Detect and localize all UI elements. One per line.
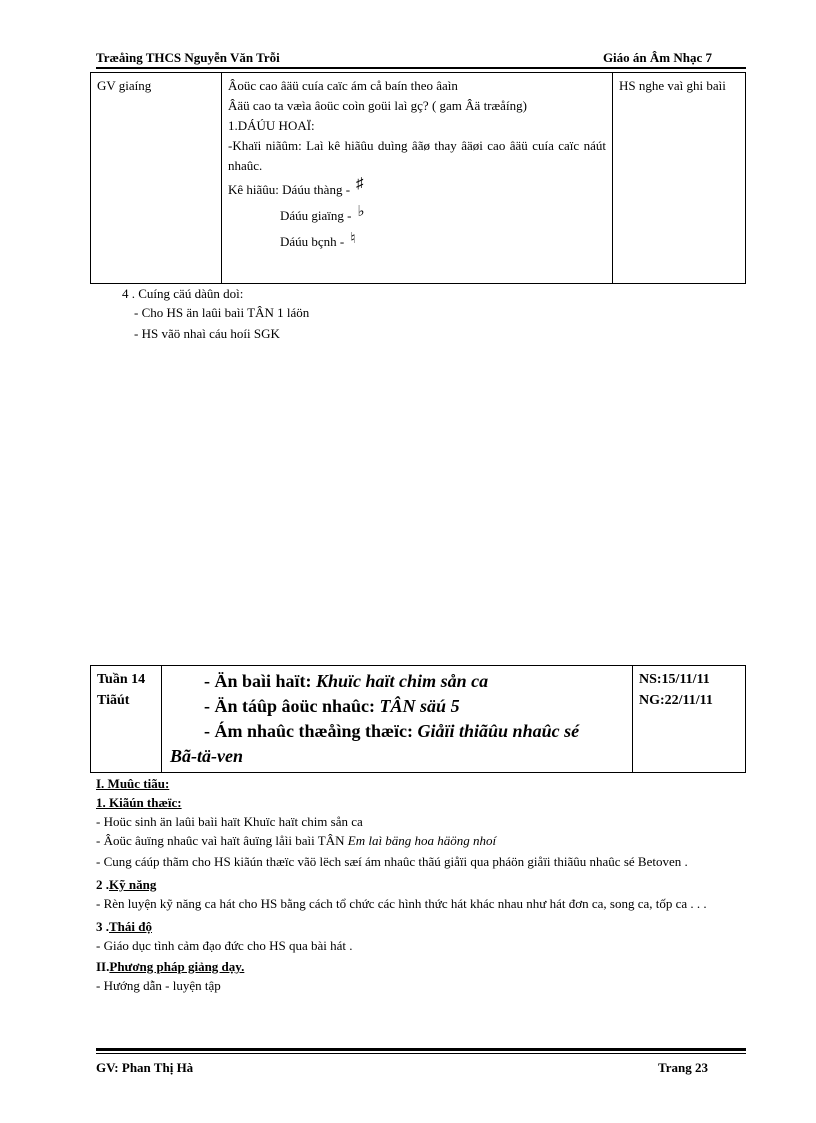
content-line: 1.DÁÚU HOAÏ: (228, 118, 315, 133)
footer-rule-thin (96, 1053, 746, 1054)
header-rule (96, 67, 746, 69)
consolidation-item: - Cho HS än laûi baìi TÂN 1 láön (134, 305, 310, 320)
knowledge-item: - Âoüc âuïng nhaûc vaì haït âuïng låìi baìi TÂN Em laì bäng hoa häöng nhoí (96, 833, 497, 848)
lesson-line-appreciation: - Ám nhaûc thæåìng thæïc: Giåïi thiãûu nhaûc sé (204, 721, 580, 741)
footer-page-number: Trang 23 (658, 1060, 708, 1075)
footer-rule-thick (96, 1048, 746, 1051)
skills-item: - Rèn luyện kỹ năng ca hát cho HS bằng cách tổ chức các hình thức hát khác nhau như hát đơn ca, song ca, tốp ca . . . (96, 896, 707, 911)
header-subject: Giáo án Âm Nhạc 7 (602, 50, 712, 65)
consolidation-item: - HS vãö nhaì cáu hoíi SGK (134, 326, 280, 341)
lesson-info-table (90, 665, 746, 773)
natural-icon: ♮ (350, 231, 356, 247)
section-methods: II.Phương pháp giảng dạy. (96, 959, 245, 974)
knowledge-item: - Cung cáúp thãm cho HS kiãún thæïc vãö lëch sæí ám nhaûc thãú giåïi qua pháön giåïi thiãûu nhaûc sé Betoven . (96, 854, 688, 869)
section-skills: 2 .Kỹ năng (96, 877, 157, 892)
footer-teacher: GV: Phan Thị Hà (96, 1060, 194, 1075)
symbol-row: Dáúu bçnh - ♮ (280, 231, 356, 249)
content-line: -Khaïi niãûm: Laì kê hiãûu duìng âãø thay âäøi cao âäü cuía caïc náút nhaûc. (228, 138, 606, 173)
knowledge-item: - Hoüc sinh än laûi baìi haït Khuïc haït chim sån ca (96, 814, 363, 829)
content-line: Âoüc cao âäü cuía caïc ám cå baín theo âaìn (228, 78, 458, 93)
attitude-item: - Giáo dục tình cảm đạo đức cho HS qua bài hát . (96, 938, 353, 953)
lesson-content (96, 774, 740, 995)
section-objectives: I. Muûc tiãu: (96, 776, 170, 791)
sharp-icon: ♯ (356, 176, 364, 192)
teacher-activity-cell: GV giaíng (91, 73, 222, 284)
symbol-row: Dáúu giaïng - ♭ (280, 204, 365, 223)
methods-item: - Hướng dẫn - luyện tập (96, 978, 221, 993)
header-school: Træåìng THCS Nguyễn Văn Trỗi (96, 50, 280, 65)
week-cell: Tuần 14 Tiãút (91, 666, 162, 773)
consolidation-title: 4 . Cuíng cäú dàûn doì: (122, 286, 244, 301)
flat-icon: ♭ (357, 204, 365, 220)
content-line: Âäü cao ta væìa âoüc coìn goüi laì gç? ( gam Âä træåíng) (228, 98, 527, 113)
dates-cell: NS:15/11/11 NG:22/11/11 (633, 666, 746, 773)
lesson-activity-table (90, 72, 746, 284)
section-attitude: 3 .Thái độ (96, 919, 152, 934)
content-cell (222, 73, 613, 284)
lesson-line-appreciation-cont: Bã-tä-ven (170, 746, 243, 766)
symbol-row: Kê hiãûu: Dáúu thàng - ♯ (228, 176, 364, 197)
lesson-line-reading: - Än táûp âoüc nhaûc: TÂN säú 5 (204, 696, 460, 716)
student-activity-cell: HS nghe vaì ghi baìi (613, 73, 746, 284)
section-knowledge: 1. Kiãún thæïc: (96, 795, 182, 810)
lesson-line-song: - Än baìi haït: Khuïc haït chim sån ca (204, 671, 489, 691)
lesson-title-cell (162, 666, 633, 773)
